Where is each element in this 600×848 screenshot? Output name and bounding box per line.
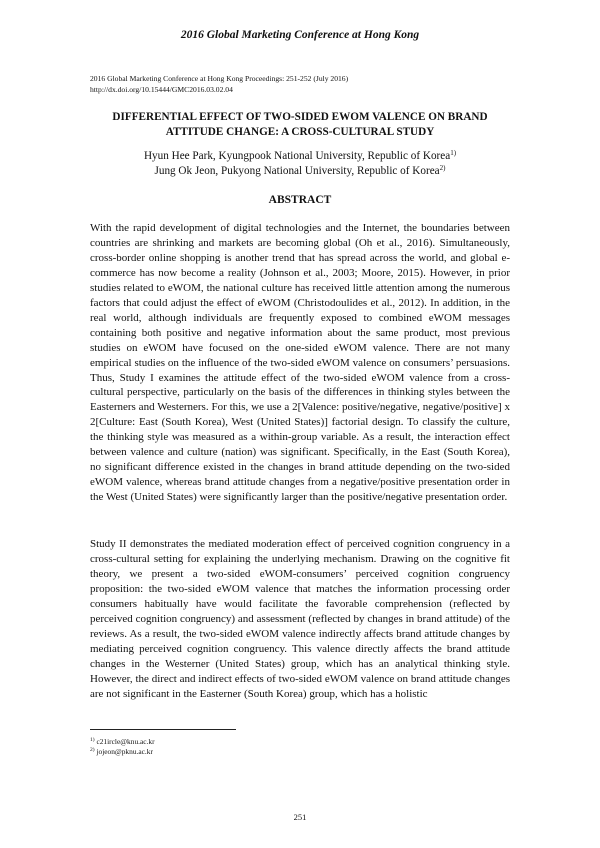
- footnote-divider: [90, 729, 236, 730]
- footnote-1-mark: 1): [90, 737, 95, 743]
- footnote-2: [90, 747, 390, 757]
- paper-title-line-2: ATTITUDE CHANGE: A CROSS-CULTURAL STUDY: [165, 125, 435, 138]
- footnote-2-email[interactable]: jojeon@pknu.ac.kr: [96, 747, 153, 756]
- author-1-affiliation: Hyun Hee Park, Kyungpook National University, Republic of Korea: [143, 150, 451, 162]
- abstract-paragraph-1: With the rapid development of digital technologies and the Internet, the boundaries between countries are shrinking and markets are becoming global (Oh et al., 2016). Simultaneously, cross-border online shopping is another trend that has spread across the world, and global e-commerce has now become a reality (Johnson et al., 2003; Moore, 2015). However, in prior studies related to eWOM, the national culture has received little attention among the numerous factors that could adjust the effect of eWOM (Christodoulides et al., 2012). In addition, in the real world, although individuals are frequently exposed to combined eWOM messages containing both positive and negative information about the same product, most previous studies on eWOM have focused on the one-sided eWOM valence. There are not many empirical studies on the influence of the two-sided eWOM valence on consumers’ persuasions. Thus, Study I examines the attitude effect of the two-sided eWOM valence from a cross-cultural perspective, particularly on the basis of the differences in thinking styles between the Easterners and Westerners. For this, we use a 2[Valence: positive/negative, negative/positive] x 2[Culture: East (South Korea), West (United States)] factorial design. To classify the culture, the thinking style was measured as a within-group variable. As a result, the interaction effect between valence and culture (nation) was significant. Specifically, in the East (South Korea), no significant difference existed in the changes in brand attitude depending on the two-sided eWOM valence, whereas brand attitude changes from a negative/positive presentation order in the West (United States) were significantly larger than the positive/negative presentation order.: [90, 222, 510, 504]
- author-list: [70, 149, 530, 179]
- author-2-affiliation: Jung Ok Jeon, Pukyong National University, Republic of Korea: [154, 164, 440, 177]
- footnote-2-mark: 2): [90, 747, 95, 753]
- author-2: [70, 164, 530, 179]
- paper-title: [70, 110, 530, 139]
- paper-title-line-1: DIFFERENTIAL EFFECT OF TWO-SIDED EWOM VALENCE ON BRAND: [112, 111, 488, 123]
- page-number: 251: [293, 812, 307, 822]
- author-1: [70, 149, 530, 164]
- footnotes: [90, 737, 390, 757]
- author-1-footnote-mark: 1): [450, 149, 457, 157]
- abstract-heading: ABSTRACT: [268, 194, 332, 206]
- proceedings-info: [90, 74, 510, 95]
- running-head: 2016 Global Marketing Conference at Hong Kong: [180, 29, 420, 41]
- abstract-paragraph-2: Study II demonstrates the mediated moderation effect of perceived cognition congruency in a cross-cultural setting for explaining the underlying mechanism. Drawing on the cognitive fit theory, we present a two-sided eWOM-consumers’ perceived cognition congruency proposition: the two-sided eWOM valence that matches the information processing order consumers habitually have would facilitate the favorable comprehension (reflected by perceived cognition congruency) and assessment (reflected by changes in brand attitude) of the reviews. As a result, the two-sided eWOM valence indirectly affects brand attitude changes by mediating perceived cognition congruency. This valence directly affects the brand attitude changes in the Westerner (United States) group, which has an analytical thinking style. However, the direct and indirect effects of two-sided eWOM valence on brand attitude changes are not significant in the Easterner (South Korea) group, which has a holistic: [90, 538, 510, 700]
- footnote-1: [90, 737, 390, 747]
- footnote-1-email[interactable]: c21ircle@knu.ac.kr: [96, 737, 155, 746]
- doi-link[interactable]: http://dx.doi.org/10.15444/GMC2016.03.02.04: [90, 84, 233, 94]
- proceedings-citation: 2016 Global Marketing Conference at Hong Kong Proceedings: 251-252 (July 2016): [90, 74, 349, 83]
- author-2-footnote-mark: 2): [439, 163, 446, 172]
